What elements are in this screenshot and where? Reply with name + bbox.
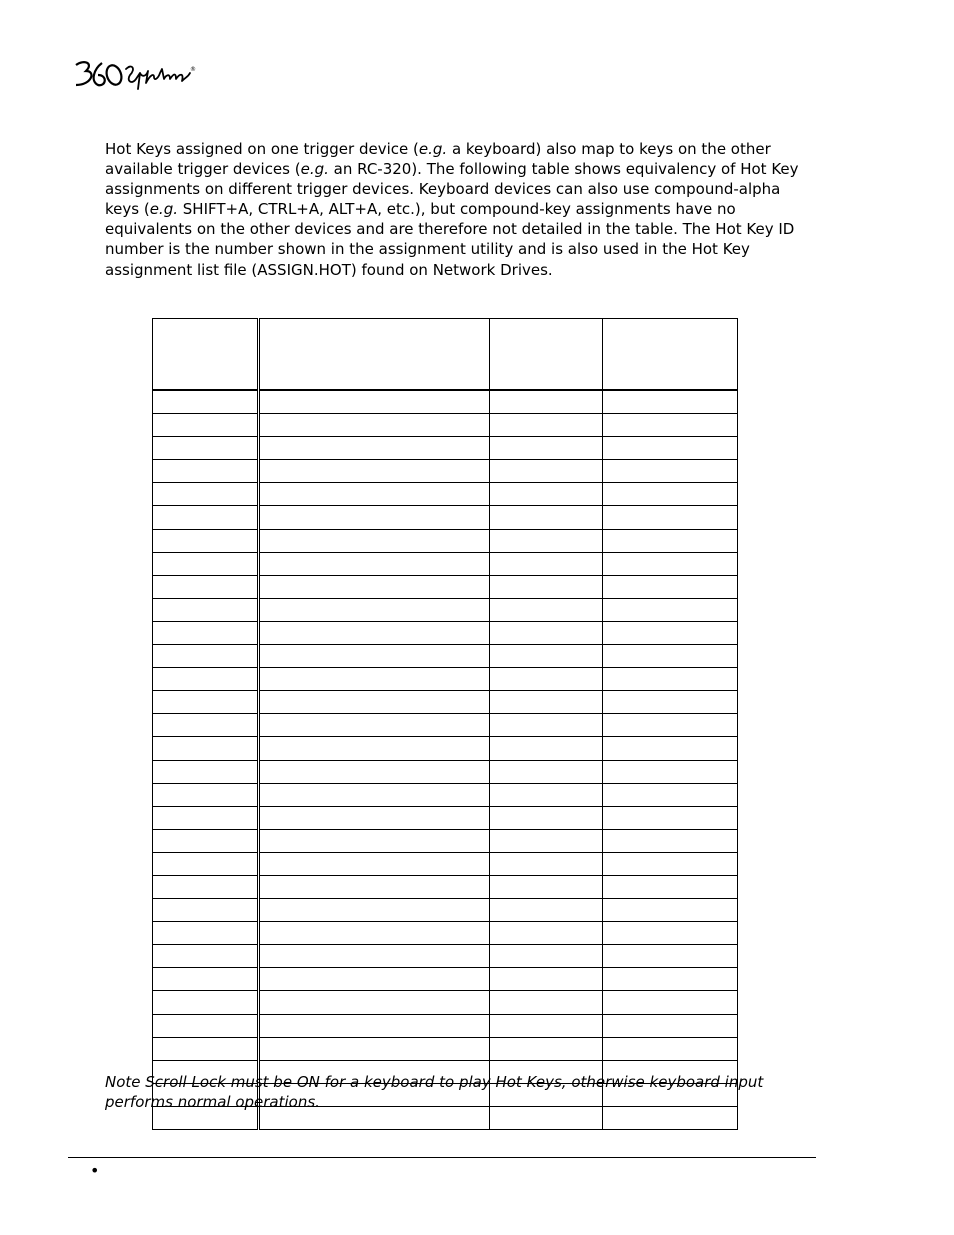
table-row xyxy=(153,621,738,644)
table-cell xyxy=(259,737,490,760)
intro-text-3: an RC-320). The following table shows equivalency of Hot Key assignments on different trigger devices. Keyboard devices can also use compound-alpha keys ( xyxy=(105,160,799,219)
table-cell xyxy=(490,575,603,598)
footer-bullet: • xyxy=(90,1161,100,1180)
table-cell xyxy=(259,390,490,414)
table-cell xyxy=(153,760,259,783)
table-cell xyxy=(153,783,259,806)
table-cell xyxy=(490,483,603,506)
registered-mark: ® xyxy=(190,66,196,73)
table-cell xyxy=(259,621,490,644)
table-cell xyxy=(490,414,603,437)
table-row xyxy=(153,691,738,714)
table-cell xyxy=(490,691,603,714)
table-row xyxy=(153,829,738,852)
table-cell xyxy=(153,437,259,460)
table-cell xyxy=(153,414,259,437)
table-row xyxy=(153,437,738,460)
table-header-row xyxy=(153,319,738,391)
table-row xyxy=(153,483,738,506)
table-cell xyxy=(259,991,490,1014)
table-cell xyxy=(603,483,738,506)
table-cell xyxy=(490,991,603,1014)
table-row xyxy=(153,760,738,783)
logo-mark-icon xyxy=(70,55,200,97)
table-cell xyxy=(490,714,603,737)
scroll-lock-note: Note Scroll Lock must be ON for a keyboard to play Hot Keys, otherwise keyboard input performs normal operations. xyxy=(105,1073,764,1111)
table-cell xyxy=(603,829,738,852)
table-cell xyxy=(603,783,738,806)
table-cell xyxy=(603,414,738,437)
table-row xyxy=(153,922,738,945)
table-row xyxy=(153,968,738,991)
table-cell xyxy=(603,852,738,875)
table-cell xyxy=(153,714,259,737)
table-cell xyxy=(603,806,738,829)
table-cell xyxy=(603,1037,738,1060)
intro-text-1: Hot Keys assigned on one trigger device ( xyxy=(105,140,419,158)
table-cell xyxy=(259,945,490,968)
table-row xyxy=(153,806,738,829)
table-cell xyxy=(603,737,738,760)
hotkey-equivalency-table xyxy=(152,318,738,1130)
table-cell xyxy=(490,806,603,829)
table-cell xyxy=(603,437,738,460)
table-row xyxy=(153,1037,738,1060)
intro-text-4: SHIFT+A, CTRL+A, ALT+A, etc.), but compound-key assignments have no equivalents on the other devices and are therefore not detailed in the table. The Hot Key ID number is the number shown in the assignment utility and is also used in the Hot Key assignment list file (ASSIGN.HOT) found on Network Drives. xyxy=(105,200,795,279)
table-cell xyxy=(259,806,490,829)
table-cell xyxy=(490,645,603,668)
table-cell xyxy=(153,668,259,691)
table-row xyxy=(153,390,738,414)
table-cell xyxy=(603,922,738,945)
table-cell xyxy=(603,621,738,644)
table-cell xyxy=(153,1037,259,1060)
table-row xyxy=(153,506,738,529)
table-cell xyxy=(153,529,259,552)
table-cell xyxy=(490,945,603,968)
table-cell xyxy=(153,483,259,506)
table-cell xyxy=(603,1014,738,1037)
table-row xyxy=(153,552,738,575)
table-cell xyxy=(153,460,259,483)
table-cell xyxy=(490,852,603,875)
table-cell xyxy=(153,645,259,668)
table-cell xyxy=(153,691,259,714)
table-cell xyxy=(490,552,603,575)
table-cell xyxy=(153,922,259,945)
table-cell xyxy=(490,437,603,460)
table-cell xyxy=(603,575,738,598)
table-cell xyxy=(490,1037,603,1060)
table-cell xyxy=(259,922,490,945)
table-cell xyxy=(153,899,259,922)
table-cell xyxy=(603,991,738,1014)
table-cell xyxy=(259,875,490,898)
table-row xyxy=(153,414,738,437)
table-cell xyxy=(259,1014,490,1037)
table-cell xyxy=(259,506,490,529)
table-cell xyxy=(490,529,603,552)
intro-paragraph xyxy=(105,139,817,280)
table-cell xyxy=(259,829,490,852)
table-row xyxy=(153,737,738,760)
table-cell xyxy=(490,598,603,621)
table-cell xyxy=(259,968,490,991)
table-cell xyxy=(153,598,259,621)
table-cell xyxy=(490,506,603,529)
intro-eg-3: e.g. xyxy=(149,200,178,219)
table-cell xyxy=(153,968,259,991)
table-body xyxy=(153,390,738,1130)
table-cell xyxy=(259,899,490,922)
table-cell xyxy=(153,506,259,529)
table-row xyxy=(153,714,738,737)
table-row xyxy=(153,852,738,875)
table-cell xyxy=(603,945,738,968)
table-row xyxy=(153,645,738,668)
table-cell xyxy=(259,760,490,783)
table-row xyxy=(153,783,738,806)
intro-eg-2: e.g. xyxy=(300,160,329,179)
table-cell xyxy=(490,668,603,691)
table-cell xyxy=(153,621,259,644)
table-cell xyxy=(259,529,490,552)
footer-divider xyxy=(68,1157,816,1158)
table-cell xyxy=(259,668,490,691)
table-cell xyxy=(490,899,603,922)
table-row xyxy=(153,945,738,968)
table-cell xyxy=(259,1037,490,1060)
table-cell xyxy=(490,875,603,898)
table-cell xyxy=(153,852,259,875)
table-cell xyxy=(259,575,490,598)
table-cell xyxy=(153,945,259,968)
table-cell xyxy=(259,460,490,483)
table-cell xyxy=(259,691,490,714)
table-cell xyxy=(603,899,738,922)
table-cell xyxy=(603,460,738,483)
table-cell xyxy=(490,829,603,852)
header-cell-keyboard xyxy=(259,319,490,391)
table-cell xyxy=(153,806,259,829)
table-cell xyxy=(259,714,490,737)
table-cell xyxy=(603,552,738,575)
table-cell xyxy=(259,414,490,437)
table-row xyxy=(153,529,738,552)
table-cell xyxy=(259,552,490,575)
table-cell xyxy=(259,598,490,621)
table-cell xyxy=(603,506,738,529)
table-cell xyxy=(153,552,259,575)
table-cell xyxy=(603,875,738,898)
header-cell-hotkey-id xyxy=(153,319,259,391)
intro-text-2: a keyboard) also map to keys on the other available trigger devices ( xyxy=(105,140,771,179)
table-cell xyxy=(259,852,490,875)
table-cell xyxy=(490,460,603,483)
table-cell xyxy=(490,760,603,783)
table-cell xyxy=(153,737,259,760)
table-cell xyxy=(490,621,603,644)
table-row xyxy=(153,899,738,922)
table-cell xyxy=(603,668,738,691)
table-cell xyxy=(603,645,738,668)
table-cell xyxy=(153,575,259,598)
table-row xyxy=(153,575,738,598)
header-cell-device-2 xyxy=(490,319,603,391)
table-row xyxy=(153,598,738,621)
table-cell xyxy=(603,714,738,737)
table-row xyxy=(153,991,738,1014)
table-cell xyxy=(259,645,490,668)
table-cell xyxy=(603,760,738,783)
table-cell xyxy=(490,1014,603,1037)
company-logo xyxy=(70,55,200,97)
table-row xyxy=(153,460,738,483)
table-cell xyxy=(490,390,603,414)
table-cell xyxy=(153,1014,259,1037)
table-cell xyxy=(603,968,738,991)
table-row xyxy=(153,668,738,691)
table-cell xyxy=(603,691,738,714)
table-cell xyxy=(490,783,603,806)
table-cell xyxy=(153,390,259,414)
header-cell-device-3 xyxy=(603,319,738,391)
table-cell xyxy=(490,968,603,991)
table-cell xyxy=(259,483,490,506)
table-cell xyxy=(153,829,259,852)
table-cell xyxy=(490,737,603,760)
table-row xyxy=(153,1014,738,1037)
table-cell xyxy=(153,875,259,898)
table-cell xyxy=(603,390,738,414)
table-cell xyxy=(259,783,490,806)
intro-eg-1: e.g. xyxy=(418,140,448,158)
table-cell xyxy=(603,598,738,621)
table-cell xyxy=(259,437,490,460)
table-cell xyxy=(603,529,738,552)
table-row xyxy=(153,875,738,898)
table-cell xyxy=(490,922,603,945)
table-header xyxy=(153,319,738,391)
table-cell xyxy=(153,991,259,1014)
